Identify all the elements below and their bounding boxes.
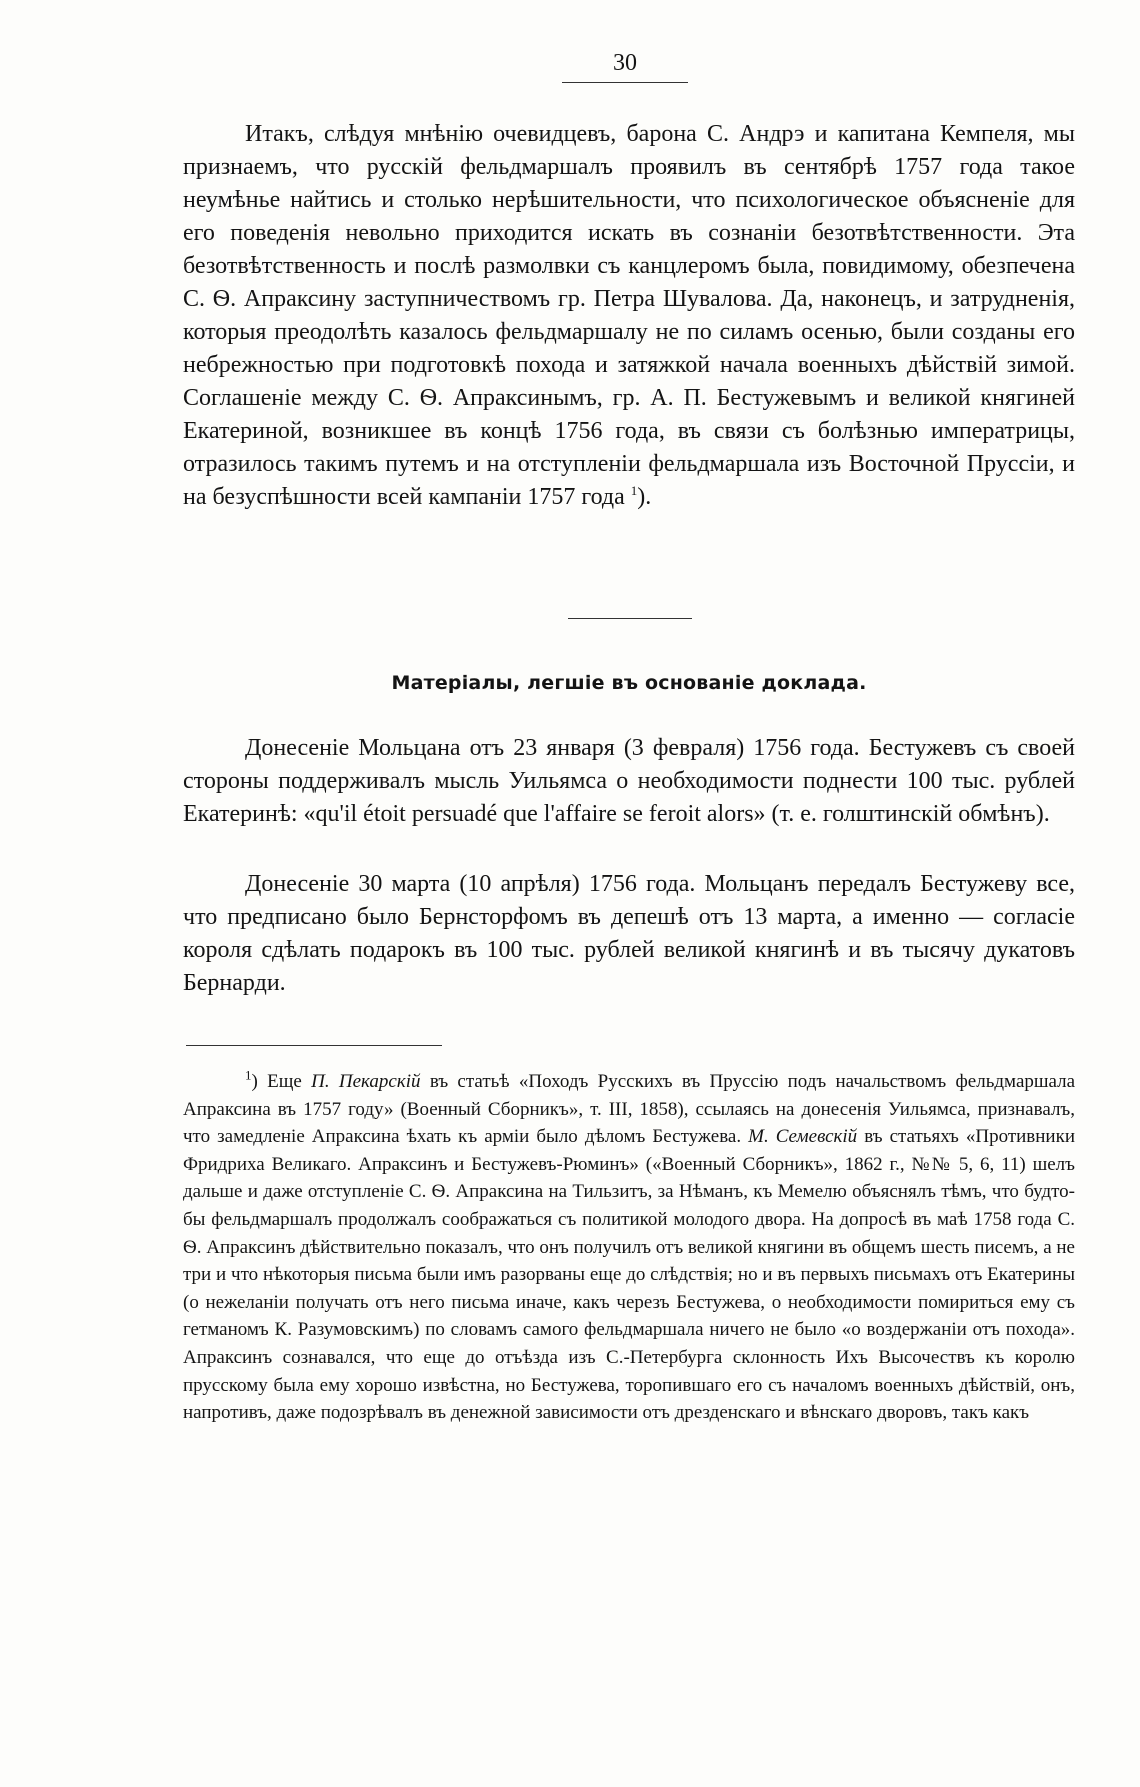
footnote-reference: 1 xyxy=(630,483,638,498)
footnote-text-3: въ статьяхъ «Противники Фридриха Великаго. Апраксинъ и Бестужевъ-Рюминъ» («Военный Сборникъ», 1862 г., №№ 5, 6, 11) шелъ дальше и даже отступленіе С. Ѳ. Апраксина на Тильзитъ, за Нѣманъ, къ Мемелю объяснялъ тѣмъ, что будто-бы фельдмаршалъ продолжалъ соображаться съ политикой молодого двора. На допросѣ въ маѣ 1758 года С. Ѳ. Апраксинъ дѣйствительно показалъ, что онъ получилъ отъ великой княгини въ общемъ шесть писемъ, а не три и что нѣкоторыя письма были имъ разорваны еще до слѣдствія; но и въ первыхъ письмахъ отъ Екатерины (о нежеланіи получать отъ него письма иначе, какъ черезъ Бестужева, о необходимости помириться ему съ гетманомъ К. Разумовскимъ) по словамъ самого фельдмаршала ничего не было «о воздержаніи отъ похода». Апраксинъ сознавался, что еще до отъѣзда изъ С.-Петербурга склонность Ихъ Высочествъ къ королю прусскому была ему хорошо извѣстна, но Бестужева, торопившаго его съ началомъ военныхъ дѣйствій, онъ, напротивъ, даже подозрѣвалъ въ денежной зависимости отъ дрезденскаго и вѣнскаго дворовъ, такъ какъ xyxy=(183,1126,1075,1424)
section-separator xyxy=(568,618,692,619)
footnote-rule xyxy=(186,1045,442,1046)
paragraph-conclusion-end: ). xyxy=(637,484,652,510)
section-heading: Матеріалы, легшіе въ основаніе доклада. xyxy=(391,672,867,694)
footnote-author-pekarsky: П. Пекарскій xyxy=(311,1071,421,1092)
footnote-marker-close: ) xyxy=(251,1071,268,1092)
paragraph-conclusion xyxy=(183,118,1075,514)
page-number: 30 xyxy=(613,50,637,76)
paragraph-report-moltzan: Донесеніе Мольцана отъ 23 января (3 февраля) 1756 года. Бестужевъ съ своей стороны поддерживалъ мысль Уильямса о необходимости поднести 100 тыс. рублей Екатеринѣ: «qu'il étoit persuadé que l'affaire se feroit alors» (т. е. голштинскій обмѣнъ). xyxy=(183,735,1075,827)
footnote-author-semevsky: М. Семевскій xyxy=(748,1126,858,1148)
footnote xyxy=(183,1068,1075,1427)
paragraph-report-march: Донесеніе 30 марта (10 апрѣля) 1756 года. Мольцанъ передалъ Бестужеву все, что предписано было Бернсторфомъ въ депешѣ отъ 13 марта, а именно — согласіе короля сдѣлать подарокъ въ 100 тыс. рублей великой княгинѣ и въ тысячу дукатовъ Бернарди. xyxy=(183,871,1075,996)
page-number-rule xyxy=(562,82,688,83)
footnote-text-2: въ статьѣ «Походъ Русскихъ въ Пруссію подъ начальствомъ фельдмаршала Апраксина въ 1757 году» (Военный Сборникъ», т. III, 1858), ссылаясь на донесенія Уильямса, признавалъ, что замедленіе Апраксина ѣхать къ арміи было дѣломъ Бестужева. xyxy=(183,1071,1076,1148)
footnote-text-1: Еще xyxy=(267,1071,312,1092)
footnote-marker: 1 xyxy=(245,1067,252,1083)
paragraph-conclusion-text: Итакъ, слѣдуя мнѣнію очевидцевъ, барона С. Андрэ и капитана Кемпеля, мы признаемъ, что русскій фельдмаршалъ проявилъ въ сентябрѣ 1757 года такое неумѣнье найтись и столько нерѣшительности, что психологическое объясненіе для его поведенія невольно приходится искать въ сознаніи безотвѣтственности. Эта безотвѣтственность и послѣ размолвки съ канцлеромъ была, повидимому, обезпечена С. Ѳ. Апраксину заступничествомъ гр. Петра Шувалова. Да, наконецъ, и затрудненія, которыя преодолѣть казалось фельдмаршалу не по силамъ осенью, были созданы его небрежностью при подготовкѣ похода и затяжкой начала военныхъ дѣйствій зимой. Соглашеніе между С. Ѳ. Апраксинымъ, гр. А. П. Бестужевымъ и великой княгиней Екатериной, возникшее въ концѣ 1756 года, въ связи съ болѣзнью императрицы, отразилось такимъ путемъ и на отступленіи фельдмаршала изъ Восточной Пруссіи, и на безуспѣшности всей кампаніи 1757 года xyxy=(183,121,1075,510)
